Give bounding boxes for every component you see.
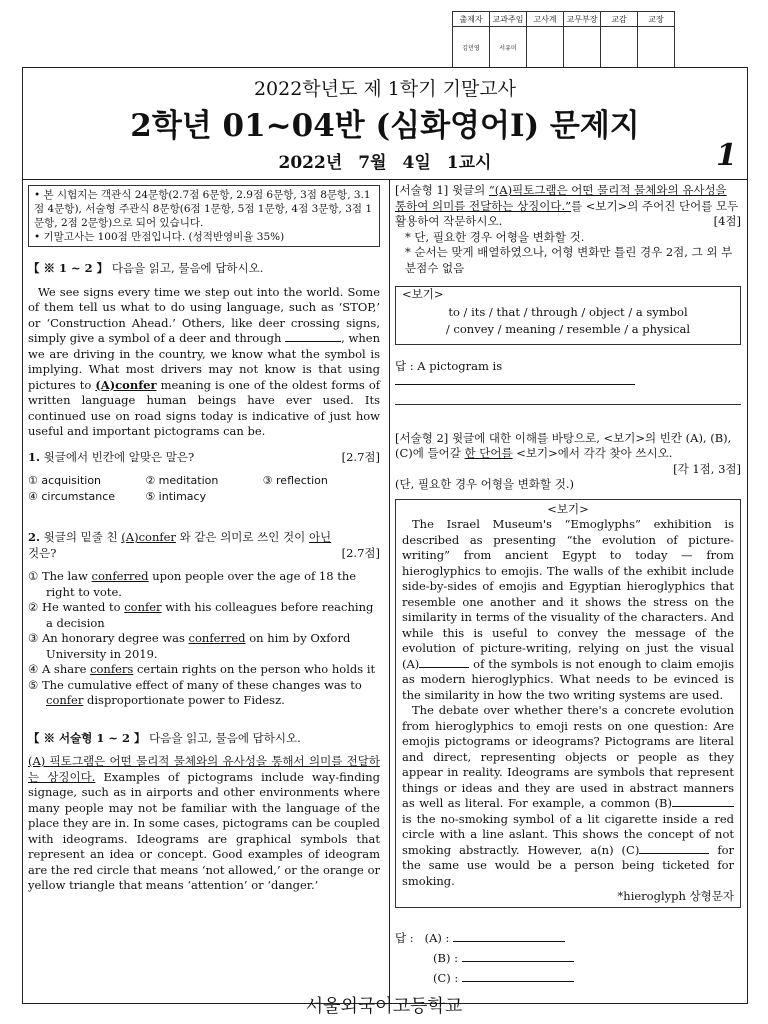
- written-question-2: [서술형 2] 윗글에 대한 이해를 바탕으로, <보기>의 빈칸 (A), (B), (C)에 들어갈 한 단어를 <보기>에서 각각 찾아 쓰시오.: [395, 430, 732, 460]
- answer-line-1[interactable]: 답 : A pictogram is: [395, 359, 741, 390]
- passage-1: We see signs every time we step out into the world. Some of them tell us what to do using language, such as ‘STOP,’ or ‘Construction Ahead.’ Others, like deer crossing signs, simply give a symbol of a deer and through , when we are driving in the country, we know what the symbol is implying. What most drivers may not know is that using pictures to (A)confer meaning is one of the oldest forms of written language human beings have ever used. Its continued use on road signs today is indicative of just how useful and important pictograms can be.: [28, 284, 381, 438]
- exam-notice: • 본 시험지는 객관식 24문항(2.7점 6문항, 2.9점 6문항, 3점 8문항, 3.1점 4문항), 서술형 주관식 8문항(6점 1문항, 5점 1문항, 4점 3문항, 3점 1문항, 2점 2문항)으로 되어 있습니다. • 기말고사는 100점 만점입니다. (성적반영비율 35%): [28, 185, 380, 247]
- approval-header: 출제자: [453, 12, 490, 27]
- answer-block-2: 답 : (A) : (B) : (C) :: [395, 928, 741, 988]
- approval-header: 교감: [601, 12, 638, 27]
- q2-option[interactable]: ③ An honorary degree was conferred on him by Oxford University in 2019.: [28, 631, 351, 661]
- passage-2: (A) 픽토그램은 어떤 물리적 물체와의 유사성을 통해서 의미를 전달하는 상징이다. Examples of pictograms include way-finding signage, such as in airports and other environments where many people may not be familiar with the language of the place they are in. In some cases, pictograms can be coupled with ideograms. Ideograms are graphical symbols that represent an idea or concept. Good examples of ideogram are the red circle that means ‘not allowed,’ or the orange or yellow triangle that means ‘attention’ or ‘danger.’: [28, 754, 380, 892]
- word-bank-1: <보기> to / its / that / through / object / a symbol / convey / meaning / resemble / a physical: [395, 286, 741, 345]
- q1-option[interactable]: ③ reflection: [262, 474, 328, 487]
- q2-option[interactable]: ④ A share confers certain rights on the person who holds it: [28, 662, 376, 676]
- q1-option[interactable]: ⑤ intimacy: [145, 489, 207, 503]
- q1-option[interactable]: ④ circumstance: [28, 489, 116, 503]
- q1-option[interactable]: ① acquisition: [28, 474, 102, 487]
- answer-blank-c[interactable]: [462, 981, 574, 982]
- approval-header: 교무부장: [564, 12, 601, 27]
- exam-term-title: 2022학년도 제 1학기 기말고사: [253, 78, 517, 100]
- exam-title: 2학년 01~04반 (심화영어Ⅰ) 문제지: [130, 108, 640, 144]
- q2-option[interactable]: ⑤ The cumulative effect of many of these changes was to confer disproportionate power to Fidesz.: [28, 677, 362, 707]
- school-name: 서울외국어고등학교: [305, 996, 463, 1017]
- exam-date: 2022년 7월 4일 1교시: [278, 153, 492, 173]
- answer-blank-a[interactable]: [453, 941, 565, 942]
- answer-blank-b[interactable]: [462, 961, 574, 962]
- page-number: 1: [716, 138, 737, 173]
- approval-header: 교과주임: [490, 12, 527, 27]
- approval-header: 교장: [638, 12, 675, 27]
- section-header-1: 【 ※ 1 ~ 2 】 다음을 읽고, 물음에 답하시오.: [28, 261, 264, 275]
- q2-option[interactable]: ② He wanted to confer with his colleagues before reaching a decision: [28, 600, 374, 630]
- left-column: [28, 185, 380, 902]
- signature: 서유미: [490, 27, 527, 68]
- signature: 김민영: [453, 27, 490, 68]
- written-question-1: [서술형 1] 윗글의 “(A)픽토그램은 어떤 물리적 물체와의 유사성을 통하여 의미를 전달하는 상징이다.”를 <보기>의 주어진 단어를 모두 활용하여 작문하시오. [4점]: [395, 183, 741, 228]
- signature: [601, 27, 638, 68]
- q2-option[interactable]: ① The law conferred upon people over the age of 18 the right to vote.: [28, 569, 357, 599]
- signature: [638, 27, 675, 68]
- q1-option[interactable]: ② meditation: [145, 474, 219, 487]
- word-bank-2: <보기> The Israel Museum's “Emoglyphs” exhibition is described as presenting “the evolution of picture-writing” from ancient Egypt to today — from hieroglyphics to emojis. The walls of the exhibit include side-by-sides of emojis and Egyptian hieroglyphics that resemble one another and it shows the stress on the similarity in terms of the visuality of the characters. And while this is useful to convey the message of the evolution of picture-writing, relying on just the visual (A) of the symbols is not enough to claim emojis as modern hieroglyphics. What needs to be evinced is the similarity in how the two writing systems are used. The debate over whether there's a concrete evolution from hieroglyphics to emoji rests on one question: Are emojis pictograms or ideograms? Pictograms are literal and direct, representing objects or people as they appear in reality. Ideograms are symbols that represent things or ideas and they are used in abstract manners as well as literal. For example, a common (B) is the no-smoking symbol of a lit cigarette inside a red circle with a line aslant. This shows the concept of not smoking abstractly. However, a(n) (C) for the same use would be a person being ticketed for smoking. *hieroglyph 상형문자: [395, 499, 741, 908]
- question-1: [2.7점] 1. 윗글에서 빈칸에 알맞은 말은? ① acquisition ② meditation ③ reflection ④ circumstance ⑤ intimacy: [28, 449, 380, 503]
- right-column: [서술형 1] 윗글의 “(A)픽토그램은 어떤 물리적 물체와의 유사성을 통하여 의미를 전달하는 상징이다.”를 <보기>의 주어진 단어를 모두 활용하여 작문하시오. [4점] * 단, 필요한 경우 어형을 변화할 것. * 순서는 맞게 배열하였으나, 어형 변화만 틀린 경우 2점, 그 외 부분점수 없음 <보기> to / its / that / through / object / a symbol / convey / meaning / resemble / a physical 답 : A pictogram is [서술형 2] 윗글에 대한 이해를 바탕으로, <보기>의 빈칸 (A), (B), (C)에 들어갈 한 단어를 <보기>에서 각각 찾아 쓰시오. [각 1점, 3점] (단, 필요한 경우 어형을 변화할 것.) <보기> The Israel Museum's “Emoglyphs” exhibition is described as presenting “the evolution of picture-writing” from ancient Egypt to today — from hieroglyphics to emojis. The walls of the exhibit include side-by-sides of emojis and Egyptian hieroglyphics that resemble one another and it shows the stress on the similarity in terms of the visuality of the characters. And while this is useful to convey the message of the evolution of picture-writing, relying on just the visual (A) of the symbols is not enough to claim emojis as modern hieroglyphics. What needs to be evinced is the similarity in how the two writing systems are used. The debate over whether there's a concrete evolution from hieroglyphics to emoji rests on one question: Are emojis pictograms or ideograms? Pictograms are literal and direct, representing objects or people as they appear in reality. Ideograms are symbols that represent things or ideas and they are used in abstract manners as well as literal. For example, a common (B) is the no-smoking symbol of a lit cigarette inside a red circle with a line aslant. This shows the concept of not smoking abstractly. However, a(n) (C) for the same use would be a person being ticketed for smoking. *hieroglyph 상형문자 답 : (A) : (B) : (C) :: [395, 183, 741, 988]
- question-2: 2. 윗글의 밑줄 친 (A)confer 와 같은 의미로 쓰인 것이 아닌 것은? [2.7점] ① The law conferred upon people over the age of 18 the right to vote. ② He wanted to confer with his colleagues before reaching a decision ③ An honorary degree was conferred on him by Oxford University in 2019. ④ A share confers certain rights on the person who holds it ⑤ The cumulative effect of many of these changes was to confer disproportionate power to Fidesz.: [28, 530, 380, 707]
- signature: [527, 27, 564, 68]
- exam-frame: [22, 67, 748, 1004]
- approval-header: 고사계: [527, 12, 564, 27]
- section-header-2: 【 ※ 서술형 1 ~ 2 】 다음을 읽고, 물음에 답하시오.: [28, 730, 301, 745]
- signature: [564, 27, 601, 68]
- approval-table: [452, 11, 675, 68]
